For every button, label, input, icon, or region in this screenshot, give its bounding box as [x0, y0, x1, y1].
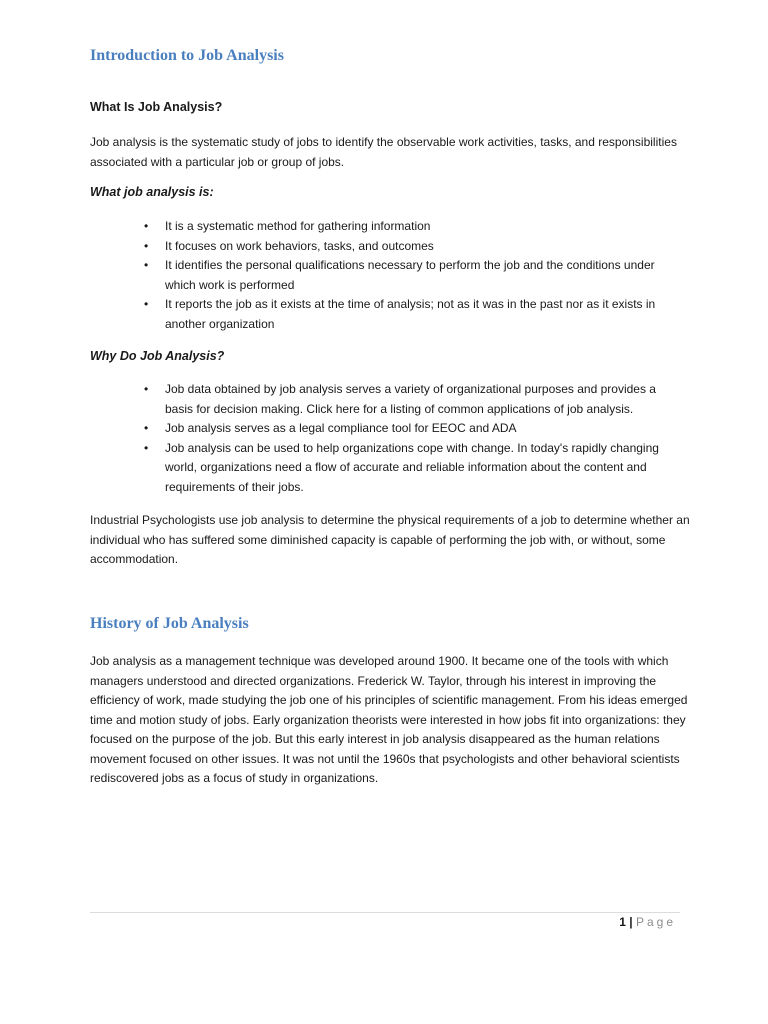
subheading-what-job-analysis-is: What job analysis is:	[90, 185, 214, 199]
list-item-text: It focuses on work behaviors, tasks, and outcomes	[165, 238, 434, 253]
section-title-history: History of Job Analysis	[90, 615, 249, 632]
bullet-icon: •	[144, 421, 149, 435]
page-label: Page	[635, 915, 676, 929]
page-number: 1	[619, 915, 626, 929]
what-is-list	[140, 217, 680, 334]
list-item	[140, 380, 680, 419]
list-item-text: It reports the job as it exists at the time of analysis; not as it was in the past nor as it exists in another organization	[165, 297, 656, 331]
bullet-icon: •	[144, 297, 149, 311]
bullet-icon: •	[144, 440, 149, 455]
list-item-text: It identifies the personal qualifications necessary to perform the job and the conditions under which work is performed	[165, 258, 655, 292]
bullet-icon: •	[144, 258, 149, 272]
why-list	[140, 380, 680, 497]
bullet-icon: •	[144, 382, 149, 396]
list-item	[140, 419, 680, 439]
closing-paragraph: Industrial Psychologists use job analysis to determine the physical requirements of a job to determine whether an individual who has suffered some diminished capacity is capable of performing the job with, or without, some accommodation.	[90, 513, 690, 566]
bullet-icon: •	[144, 238, 149, 253]
page-footer	[619, 915, 676, 929]
list-item-text: It is a systematic method for gathering information	[165, 219, 431, 233]
subheading-why-do-job-analysis: Why Do Job Analysis?	[90, 349, 225, 363]
history-paragraph: Job analysis as a management technique was developed around 1900. It became one of the tools with which managers understood and directed organizations. Frederick W. Taylor, through his interest in improving the efficiency of work, made studying the job one of his principles of scientific management. From his ideas emerged time and motion study of jobs. Early organization theorists were interested in how jobs fit into organizations: they focused on the purpose of the job. But this early interest in job analysis disappeared as the human relations movement focused on other issues. It was not until the 1960s that psychologists and other behavioral scientists rediscovered jobs as a focus of study in organizations.	[90, 654, 688, 785]
list-item	[140, 256, 680, 295]
list-item	[140, 295, 680, 334]
subheading-what-is: What Is Job Analysis?	[90, 100, 223, 114]
list-item-text: Job data obtained by job analysis serves a variety of organizational purposes and provides a basis for decision making. Click here for a listing of common applications of job analysis.	[165, 382, 656, 416]
list-item	[140, 217, 680, 237]
list-item	[140, 237, 680, 257]
list-item-text: Job analysis can be used to help organizations cope with change. In today's rapidly changing world, organizations need a flow of accurate and reliable information about the content and requirements of their jobs.	[165, 440, 659, 494]
list-item	[140, 439, 680, 498]
section-title-introduction: Introduction to Job Analysis	[90, 47, 284, 64]
footer-separator: |	[629, 915, 633, 929]
bullet-icon: •	[144, 219, 149, 233]
footer-divider	[90, 912, 680, 913]
definition-paragraph: Job analysis is the systematic study of jobs to identify the observable work activities, tasks, and responsibilities associated with a particular job or group of jobs.	[90, 135, 677, 169]
list-item-text: Job analysis serves as a legal compliance tool for EEOC and ADA	[165, 421, 517, 435]
